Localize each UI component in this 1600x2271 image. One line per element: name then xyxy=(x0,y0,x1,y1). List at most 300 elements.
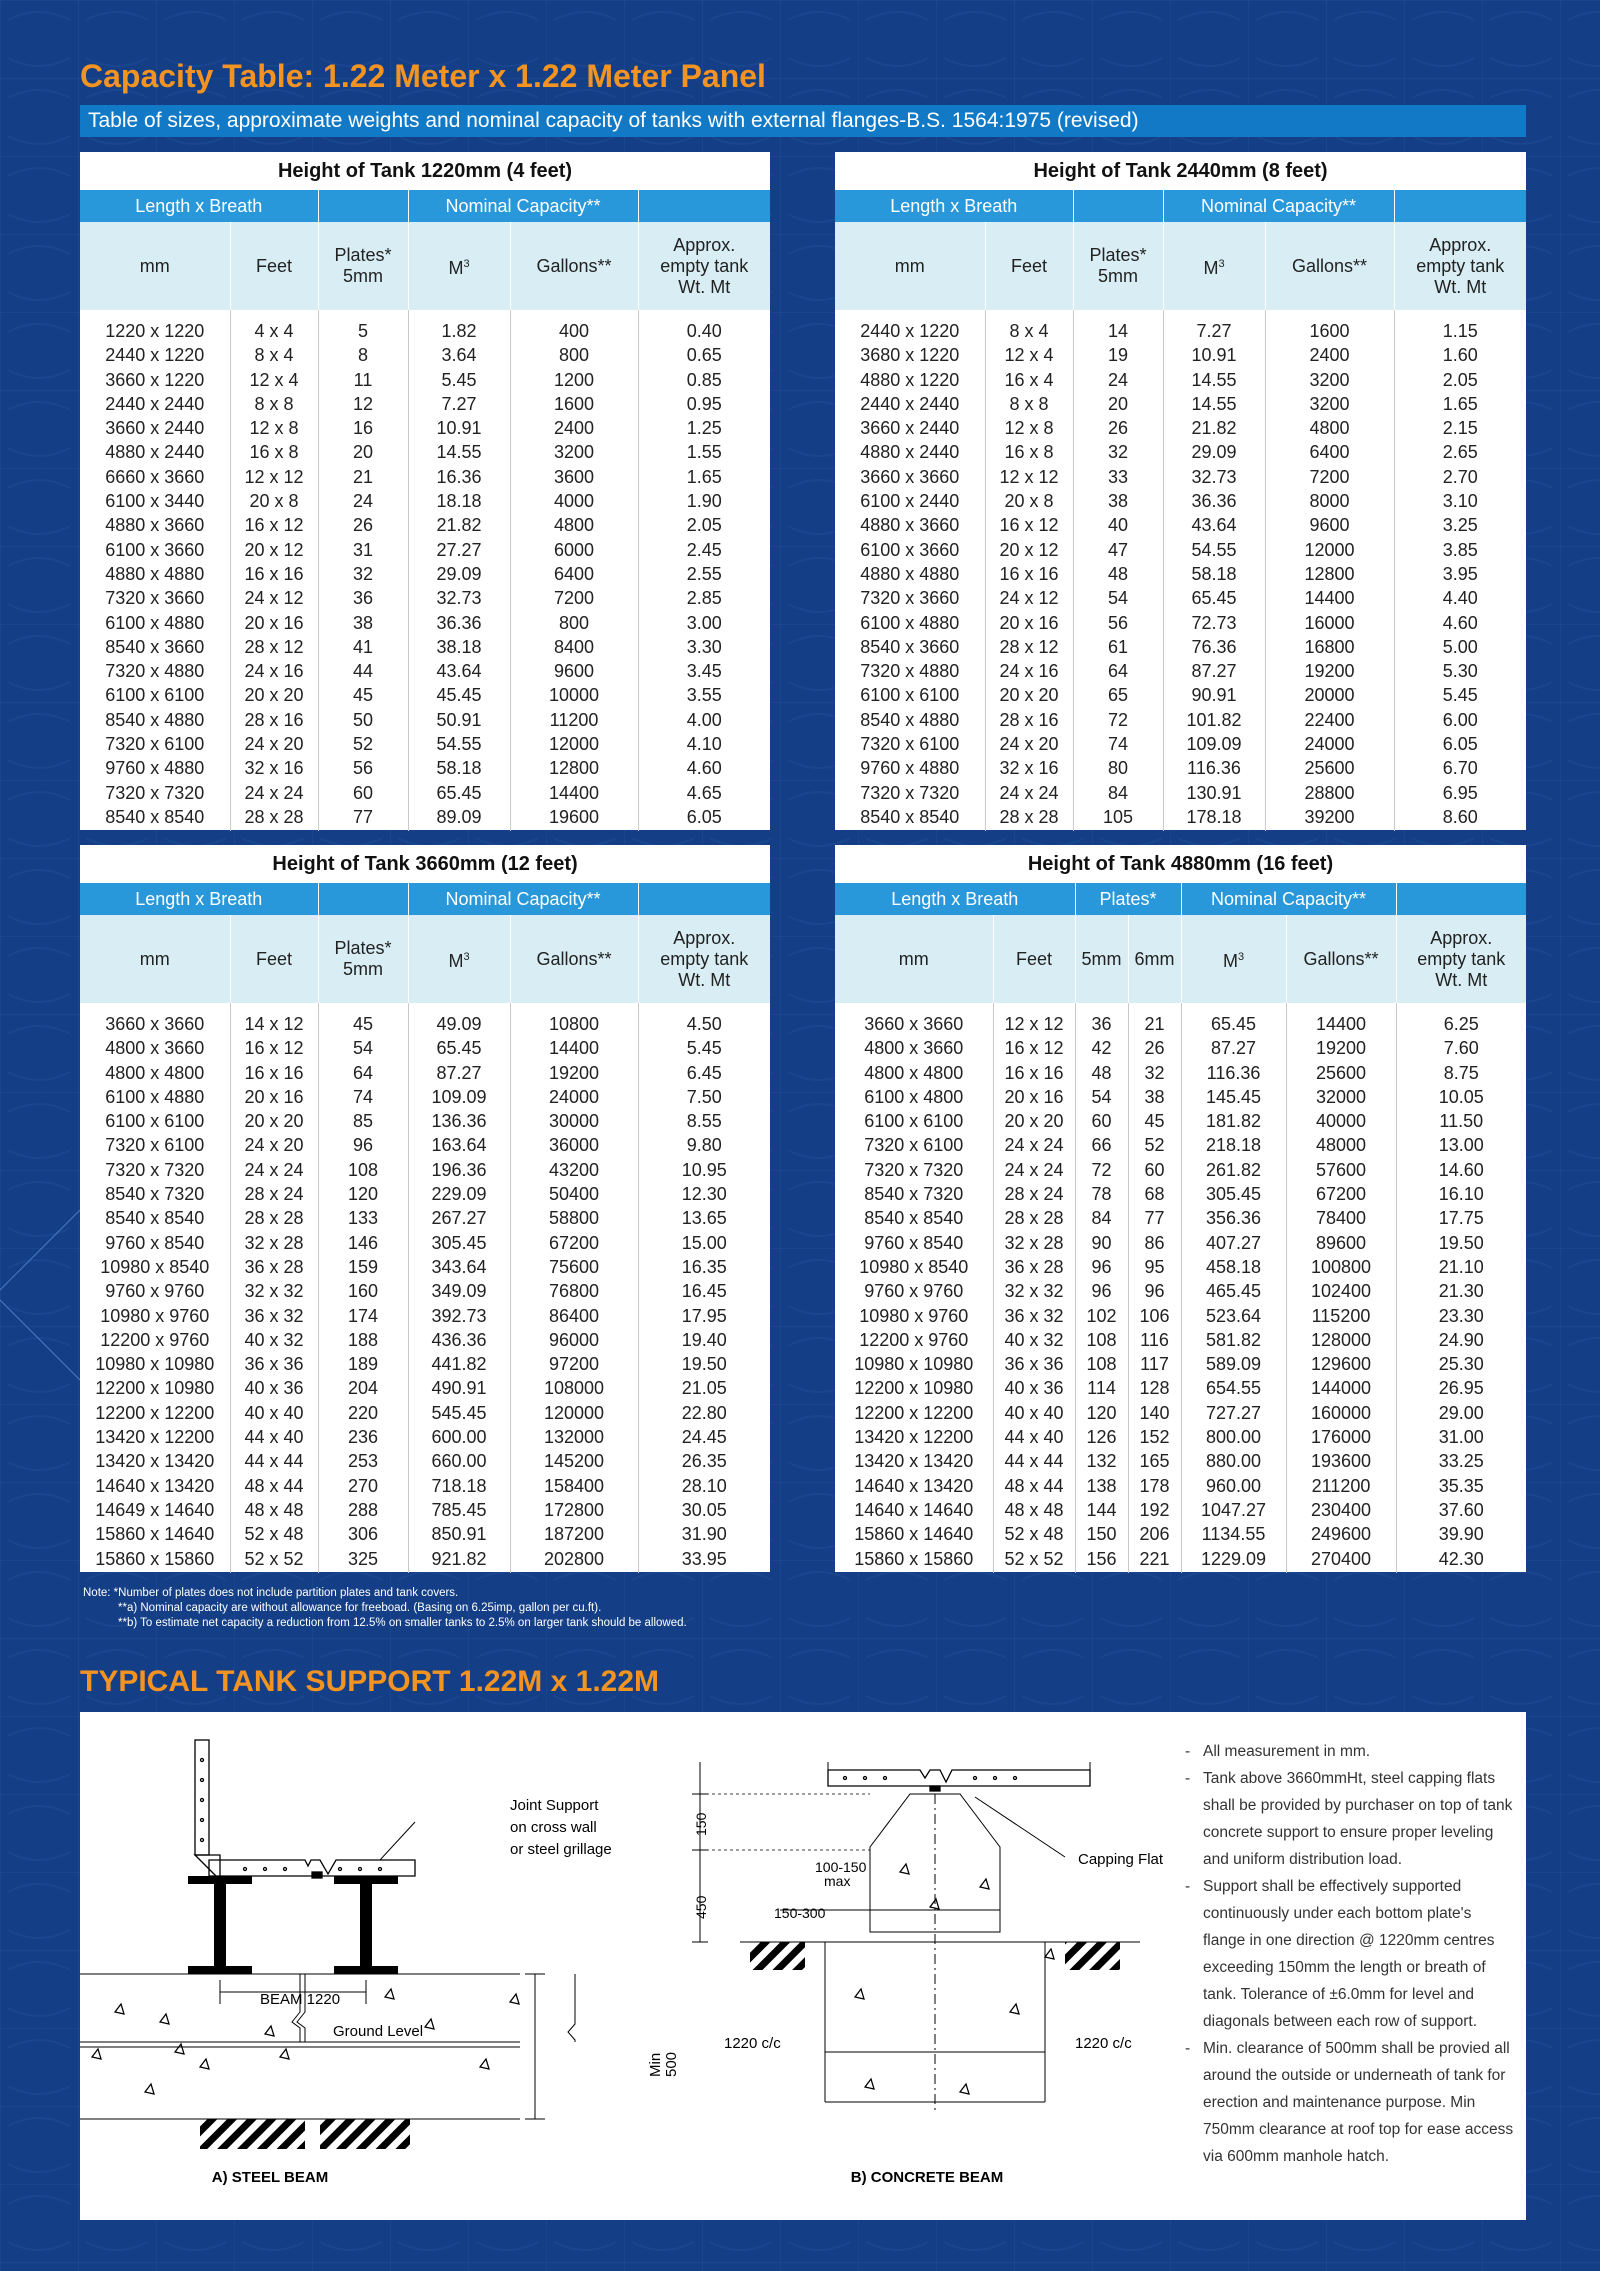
table-row xyxy=(80,756,770,780)
table-cell: 45 xyxy=(318,683,408,707)
table-cell: 36000 xyxy=(510,1133,638,1157)
col-header-plates: Plates* 5mm xyxy=(318,222,408,310)
table-cell: 21 xyxy=(1128,1003,1181,1036)
table-cell: 44 x 40 xyxy=(230,1425,318,1449)
group-header-length: Length x Breath xyxy=(835,883,1075,915)
table-cell: 7320 x 4880 xyxy=(860,661,960,682)
table-cell: 16 x 12 xyxy=(230,513,318,537)
table-cell: 21.10 xyxy=(1396,1255,1526,1279)
table-cell: 108 xyxy=(318,1158,408,1182)
table-cell: 20 x 16 xyxy=(993,1085,1075,1109)
table-cell: 14400 xyxy=(1265,586,1394,610)
table-cell: 160 xyxy=(318,1279,408,1303)
table-title: Height of Tank 2440mm (8 feet) xyxy=(835,152,1526,190)
table-cell: 21.82 xyxy=(408,513,510,537)
table-row xyxy=(835,368,1526,392)
table-cell: 9760 x 8540 xyxy=(105,1232,205,1253)
table-cell: 105 xyxy=(1073,805,1163,831)
table-cell: 270 xyxy=(318,1474,408,1498)
table-cell: 36 x 32 xyxy=(230,1304,318,1328)
table-cell: 7320 x 3660 xyxy=(105,588,205,609)
table-cell: 1.15 xyxy=(1394,310,1526,343)
table-cell: 152 xyxy=(1128,1425,1181,1449)
table-cell: 220 xyxy=(318,1401,408,1425)
table-cell: 45 xyxy=(318,1003,408,1036)
table-cell: 42.30 xyxy=(1396,1547,1526,1573)
table-cell: 4880 x 4880 xyxy=(105,563,205,584)
table-cell: 54 xyxy=(1073,586,1163,610)
table-cell: 3660 x 3660 xyxy=(105,1014,205,1034)
table-cell: 32 x 16 xyxy=(985,756,1073,780)
table-cell: 133 xyxy=(318,1206,408,1230)
table-cell: 1220 x 1220 xyxy=(105,321,205,341)
table-cell: 96 xyxy=(318,1133,408,1157)
table-cell: 4.10 xyxy=(638,732,770,756)
table-cell: 160000 xyxy=(1286,1401,1396,1425)
table-cell: 16 x 16 xyxy=(230,1061,318,1085)
col-header-mm: mm xyxy=(80,915,230,1003)
table-cell: 27.27 xyxy=(408,538,510,562)
table-cell: 8540 x 3660 xyxy=(105,636,205,657)
col-header-weight: Approx. empty tank Wt. Mt xyxy=(638,222,770,310)
table-cell: 9760 x 9760 xyxy=(105,1281,205,1302)
table-cell: 138 xyxy=(1075,1474,1128,1498)
table-cell: 6100 x 6100 xyxy=(105,1111,205,1132)
table-cell: 8540 x 8540 xyxy=(860,806,960,827)
table-cell: 16 x 8 xyxy=(985,440,1073,464)
table-cell: 96 xyxy=(1075,1255,1128,1279)
table-cell: 20 x 8 xyxy=(985,489,1073,513)
table-cell: 16 x 12 xyxy=(993,1036,1075,1060)
table-cell: 128000 xyxy=(1286,1328,1396,1352)
table-row xyxy=(80,343,770,367)
table-cell: 136.36 xyxy=(408,1109,510,1133)
table-cell: 4.60 xyxy=(638,756,770,780)
table-cell: 32.73 xyxy=(408,586,510,610)
table-row xyxy=(80,635,770,659)
table-cell: 4800 xyxy=(510,513,638,537)
table-cell: 24 x 24 xyxy=(993,1158,1075,1182)
table-cell: 44 x 40 xyxy=(993,1425,1075,1449)
table-cell: 145.45 xyxy=(1181,1085,1286,1109)
table-cell: 24 x 16 xyxy=(985,659,1073,683)
table-cell: 32000 xyxy=(1286,1085,1396,1109)
table-cell: 126 xyxy=(1075,1425,1128,1449)
table-cell: 10980 x 8540 xyxy=(859,1256,969,1277)
table-row xyxy=(835,1474,1526,1498)
table-cell: 54.55 xyxy=(408,732,510,756)
table-cell: 12800 xyxy=(1265,562,1394,586)
table-row xyxy=(80,392,770,416)
table-cell: 28 x 28 xyxy=(230,1206,318,1230)
table-cell: 52 xyxy=(1128,1133,1181,1157)
table-cell: 43.64 xyxy=(1163,513,1265,537)
table-cell: 10980 x 8540 xyxy=(100,1256,210,1277)
table-cell: 7.27 xyxy=(1163,310,1265,343)
table-cell: 65.45 xyxy=(1181,1003,1286,1036)
table-cell: 60 xyxy=(1075,1109,1128,1133)
support-section-title: TYPICAL TANK SUPPORT 1.22M x 1.22M xyxy=(80,1665,660,1698)
table-cell: 32 xyxy=(1128,1061,1181,1085)
table-cell: 2.55 xyxy=(638,562,770,586)
table-cell: 7.60 xyxy=(1396,1036,1526,1060)
table-cell: 16 x 12 xyxy=(230,1036,318,1060)
table-panel-3660 xyxy=(80,845,770,1572)
table-cell: 4880 x 1220 xyxy=(860,369,960,390)
table-cell: 2440 x 2440 xyxy=(860,393,960,414)
table-cell: 12 x 4 xyxy=(985,343,1073,367)
table-cell: 24 xyxy=(1073,368,1163,392)
table-row xyxy=(80,1133,770,1157)
table-cell: 24 x 24 xyxy=(230,1158,318,1182)
table-cell: 20 x 20 xyxy=(985,683,1073,707)
table-cell: 3660 x 1220 xyxy=(105,369,205,390)
table-row xyxy=(80,1109,770,1133)
table-cell: 58.18 xyxy=(1163,562,1265,586)
table-row xyxy=(835,1206,1526,1230)
table-cell: 6400 xyxy=(1265,440,1394,464)
table-title: Height of Tank 4880mm (16 feet) xyxy=(835,845,1526,883)
table-cell: 24 x 24 xyxy=(230,781,318,805)
table-cell: 17.95 xyxy=(638,1304,770,1328)
table-cell: 16 xyxy=(318,416,408,440)
col-header-gallons: Gallons** xyxy=(1286,915,1396,1003)
table-cell: 6100 x 3660 xyxy=(105,539,205,560)
table-cell: 159 xyxy=(318,1255,408,1279)
table-cell: 4800 x 3660 xyxy=(864,1038,964,1059)
table-cell: 40000 xyxy=(1286,1109,1396,1133)
table-cell: 15860 x 15860 xyxy=(95,1548,215,1569)
table-cell: 24 x 24 xyxy=(993,1133,1075,1157)
table-row xyxy=(835,611,1526,635)
table-cell: 7.27 xyxy=(408,392,510,416)
table-cell: 15860 x 15860 xyxy=(854,1548,974,1569)
table-cell: 3.00 xyxy=(638,611,770,635)
table-cell: 40 x 32 xyxy=(993,1328,1075,1352)
table-cell: 0.65 xyxy=(638,343,770,367)
table-cell: 33 xyxy=(1073,465,1163,489)
table-cell: 12000 xyxy=(510,732,638,756)
table-cell: 30.05 xyxy=(638,1498,770,1522)
table-cell: 8 x 4 xyxy=(985,310,1073,343)
table-row xyxy=(835,562,1526,586)
table-cell: 16.45 xyxy=(638,1279,770,1303)
table-cell: 86 xyxy=(1128,1231,1181,1255)
table-cell: 288 xyxy=(318,1498,408,1522)
table-cell: 32 x 32 xyxy=(993,1279,1075,1303)
table-cell: 19600 xyxy=(510,805,638,831)
table-row xyxy=(835,635,1526,659)
table-cell: 13420 x 12200 xyxy=(95,1427,215,1448)
table-cell: 718.18 xyxy=(408,1474,510,1498)
col-header-feet: Feet xyxy=(985,222,1073,310)
table-cell: 21 xyxy=(318,465,408,489)
table-cell: 28 x 16 xyxy=(230,708,318,732)
table-cell: 28 x 12 xyxy=(230,635,318,659)
table-cell: 14649 x 14640 xyxy=(95,1499,215,1520)
table-cell: 13420 x 12200 xyxy=(854,1427,974,1448)
col-header-gallons: Gallons** xyxy=(1265,222,1394,310)
col-header-feet: Feet xyxy=(993,915,1075,1003)
joint-support-label: or steel grillage xyxy=(510,1841,612,1858)
table-cell: 31 xyxy=(318,538,408,562)
table-cell: 356.36 xyxy=(1181,1206,1286,1230)
note-line: **b) To estimate net capacity a reduction from 12.5% on smaller tanks to 2.5% on larger tank should be allowed. xyxy=(118,1617,687,1629)
table-cell: 108 xyxy=(1075,1352,1128,1376)
table-cell: 16800 xyxy=(1265,635,1394,659)
table-cell: 8 xyxy=(318,343,408,367)
table-row xyxy=(80,659,770,683)
table-row xyxy=(835,1449,1526,1473)
table-cell: 24 x 20 xyxy=(230,732,318,756)
table-row xyxy=(835,1003,1526,1036)
table-cell: 2440 x 1220 xyxy=(860,321,960,341)
table-row xyxy=(80,1547,770,1573)
table-cell: 40 x 36 xyxy=(993,1376,1075,1400)
table-cell: 14400 xyxy=(1286,1003,1396,1036)
table-cell: 174 xyxy=(318,1304,408,1328)
table-cell: 4000 xyxy=(510,489,638,513)
table-cell: 89.09 xyxy=(408,805,510,831)
table-cell: 8400 xyxy=(510,635,638,659)
table-cell: 54 xyxy=(318,1036,408,1060)
table-row xyxy=(80,1036,770,1060)
group-header-length: Length x Breath xyxy=(80,190,318,222)
table-cell: 24 xyxy=(318,489,408,513)
table-cell: 65.45 xyxy=(1163,586,1265,610)
capping-flat-label: Capping Flat xyxy=(1078,1851,1164,1868)
table-cell: 60 xyxy=(318,781,408,805)
table-cell: 581.82 xyxy=(1181,1328,1286,1352)
table-row xyxy=(835,756,1526,780)
table-cell: 11200 xyxy=(510,708,638,732)
col-header-mm: mm xyxy=(835,915,993,1003)
table-row xyxy=(80,1474,770,1498)
table-cell: 249600 xyxy=(1286,1522,1396,1546)
table-row xyxy=(835,1425,1526,1449)
table-cell: 3.25 xyxy=(1394,513,1526,537)
table-cell: 3660 x 3660 xyxy=(864,1014,964,1034)
table-cell: 6660 x 3660 xyxy=(105,466,205,487)
table-cell: 16.35 xyxy=(638,1255,770,1279)
table-cell: 3660 x 2440 xyxy=(860,418,960,439)
table-row xyxy=(835,586,1526,610)
table-cell: 7320 x 7320 xyxy=(105,1159,205,1180)
table-row xyxy=(835,1109,1526,1133)
table-cell: 14400 xyxy=(510,781,638,805)
table-cell: 52 xyxy=(318,732,408,756)
table-row xyxy=(80,368,770,392)
table-cell: 39.90 xyxy=(1396,1522,1526,1546)
table-cell: 2.85 xyxy=(638,586,770,610)
table-cell: 78 xyxy=(1075,1182,1128,1206)
table-cell: 5.45 xyxy=(638,1036,770,1060)
table-cell: 5.30 xyxy=(1394,659,1526,683)
table-cell: 12800 xyxy=(510,756,638,780)
table-cell: 21.30 xyxy=(1396,1279,1526,1303)
table-cell: 6.70 xyxy=(1394,756,1526,780)
table-cell: 9760 x 4880 xyxy=(860,758,960,779)
table-cell: 72.73 xyxy=(1163,611,1265,635)
table-row xyxy=(835,1061,1526,1085)
table-cell: 36 x 36 xyxy=(230,1352,318,1376)
table-cell: 90.91 xyxy=(1163,683,1265,707)
table-cell: 87.27 xyxy=(1181,1036,1286,1060)
table-cell: 84 xyxy=(1073,781,1163,805)
table-cell: 211200 xyxy=(1286,1474,1396,1498)
table-cell: 47 xyxy=(1073,538,1163,562)
table-cell: 8540 x 8540 xyxy=(105,1208,205,1229)
table-cell: 7320 x 6100 xyxy=(105,1135,205,1156)
table-cell: 65.45 xyxy=(408,1036,510,1060)
table-cell: 32.73 xyxy=(1163,465,1265,489)
table-cell: 12200 x 12200 xyxy=(95,1402,215,1423)
table-cell: 16000 xyxy=(1265,611,1394,635)
table-row xyxy=(835,1231,1526,1255)
table-cell: 8540 x 8540 xyxy=(105,806,205,827)
table-cell: 35.35 xyxy=(1396,1474,1526,1498)
table-body xyxy=(835,1003,1526,1573)
table-cell: 15860 x 14640 xyxy=(95,1524,215,1545)
table-cell: 29.09 xyxy=(408,562,510,586)
table-cell: 80 xyxy=(1073,756,1163,780)
table-cell: 28 x 28 xyxy=(993,1206,1075,1230)
table-row xyxy=(80,611,770,635)
col-header-plates: Plates* 5mm xyxy=(318,915,408,1003)
table-row xyxy=(80,562,770,586)
table-cell: 2400 xyxy=(510,416,638,440)
table-cell: 1.65 xyxy=(1394,392,1526,416)
table-cell: 343.64 xyxy=(408,1255,510,1279)
table-cell: 44 x 44 xyxy=(230,1449,318,1473)
table-cell: 16 x 4 xyxy=(985,368,1073,392)
table-cell: 14640 x 13420 xyxy=(854,1475,974,1496)
table-cell: 11.50 xyxy=(1396,1109,1526,1133)
table-cell: 12 x 8 xyxy=(230,416,318,440)
table-row xyxy=(835,781,1526,805)
table-row xyxy=(80,1328,770,1352)
table-cell: 12 x 12 xyxy=(985,465,1073,489)
table-cell: 8.55 xyxy=(638,1109,770,1133)
table-cell: 3.85 xyxy=(1394,538,1526,562)
min-label: Min xyxy=(647,2052,664,2077)
table-cell: 1047.27 xyxy=(1181,1498,1286,1522)
table-cell: 20 x 12 xyxy=(230,538,318,562)
table-row xyxy=(80,1206,770,1230)
table-cell: 960.00 xyxy=(1181,1474,1286,1498)
table-cell: 26 xyxy=(1073,416,1163,440)
table-cell: 36 x 28 xyxy=(993,1255,1075,1279)
table-cell: 2.05 xyxy=(638,513,770,537)
table-cell: 130.91 xyxy=(1163,781,1265,805)
table-cell: 108 xyxy=(1075,1328,1128,1352)
table-row xyxy=(835,805,1526,831)
table-cell: 8540 x 4880 xyxy=(860,709,960,730)
table-cell: 193600 xyxy=(1286,1449,1396,1473)
table-cell: 52 x 52 xyxy=(230,1547,318,1573)
table-cell: 100800 xyxy=(1286,1255,1396,1279)
col-header-gallons: Gallons** xyxy=(510,915,638,1003)
table-cell: 25600 xyxy=(1265,756,1394,780)
table-cell: 1.65 xyxy=(638,465,770,489)
table-cell: 68 xyxy=(1128,1182,1181,1206)
table-cell: 20 x 16 xyxy=(230,1085,318,1109)
table-row xyxy=(80,781,770,805)
table-cell: 325 xyxy=(318,1547,408,1573)
group-header-empty xyxy=(318,883,408,915)
table-row xyxy=(80,489,770,513)
table-cell: 132000 xyxy=(510,1425,638,1449)
table-cell: 10.91 xyxy=(1163,343,1265,367)
dim-150-300-label: 150-300 xyxy=(774,1905,826,1921)
table-cell: 1.55 xyxy=(638,440,770,464)
table-cell: 25.30 xyxy=(1396,1352,1526,1376)
table-panel-2440 xyxy=(835,152,1526,830)
table-cell: 115200 xyxy=(1286,1304,1396,1328)
table-cell: 120000 xyxy=(510,1401,638,1425)
table-cell: 800 xyxy=(510,611,638,635)
table-cell: 221 xyxy=(1128,1547,1181,1573)
table-row xyxy=(835,1255,1526,1279)
table-cell: 48000 xyxy=(1286,1133,1396,1157)
table-row xyxy=(80,416,770,440)
table-cell: 67200 xyxy=(510,1231,638,1255)
table-cell: 129600 xyxy=(1286,1352,1396,1376)
table-cell: 96000 xyxy=(510,1328,638,1352)
table-cell: 95 xyxy=(1128,1255,1181,1279)
group-header-empty xyxy=(1073,190,1163,222)
dim-150-label: 150 xyxy=(693,1812,709,1836)
table-cell: 44 xyxy=(318,659,408,683)
table-row xyxy=(835,343,1526,367)
support-note: - Min. clearance of 500mm shall be provied all around the outside or underneath of tank for erection and maintenance purpose. Min 750mm clearance at roof top for ease access via 600mm manhole hatch. xyxy=(1185,2040,1514,2165)
table-cell: 6.00 xyxy=(1394,708,1526,732)
col-header-plates: Plates* 5mm xyxy=(1073,222,1163,310)
table-cell: 145200 xyxy=(510,1449,638,1473)
table-row xyxy=(80,465,770,489)
table-cell: 305.45 xyxy=(1181,1182,1286,1206)
table-cell: 181.82 xyxy=(1181,1109,1286,1133)
table-cell: 1134.55 xyxy=(1181,1522,1286,1546)
table-row xyxy=(835,1279,1526,1303)
table-cell: 66 xyxy=(1075,1133,1128,1157)
table-cell: 267.27 xyxy=(408,1206,510,1230)
table-cell: 37.60 xyxy=(1396,1498,1526,1522)
table-cell: 12200 x 12200 xyxy=(854,1402,974,1423)
table-cell: 24 x 20 xyxy=(230,1133,318,1157)
table-cell: 6100 x 4880 xyxy=(860,612,960,633)
joint-support-label: on cross wall xyxy=(510,1819,597,1836)
table-cell: 921.82 xyxy=(408,1547,510,1573)
table-cell: 6.95 xyxy=(1394,781,1526,805)
beam-label: BEAM 1220 xyxy=(260,1991,341,2008)
table-cell: 17.75 xyxy=(1396,1206,1526,1230)
table-cell: 188 xyxy=(318,1328,408,1352)
table-cell: 10980 x 10980 xyxy=(854,1354,974,1375)
table-cell: 48 x 44 xyxy=(230,1474,318,1498)
table-cell: 156 xyxy=(1075,1547,1128,1573)
support-notes xyxy=(1185,1738,1515,2170)
table-cell: 1.90 xyxy=(638,489,770,513)
col-header-gallons: Gallons** xyxy=(510,222,638,310)
table-cell: 6100 x 4880 xyxy=(105,612,205,633)
table-cell: 7320 x 4880 xyxy=(105,661,205,682)
table-cell: 44 x 44 xyxy=(993,1449,1075,1473)
table-body xyxy=(835,310,1526,831)
table-cell: 270400 xyxy=(1286,1547,1396,1573)
table-cell: 12 xyxy=(318,392,408,416)
table-cell: 26 xyxy=(1128,1036,1181,1060)
